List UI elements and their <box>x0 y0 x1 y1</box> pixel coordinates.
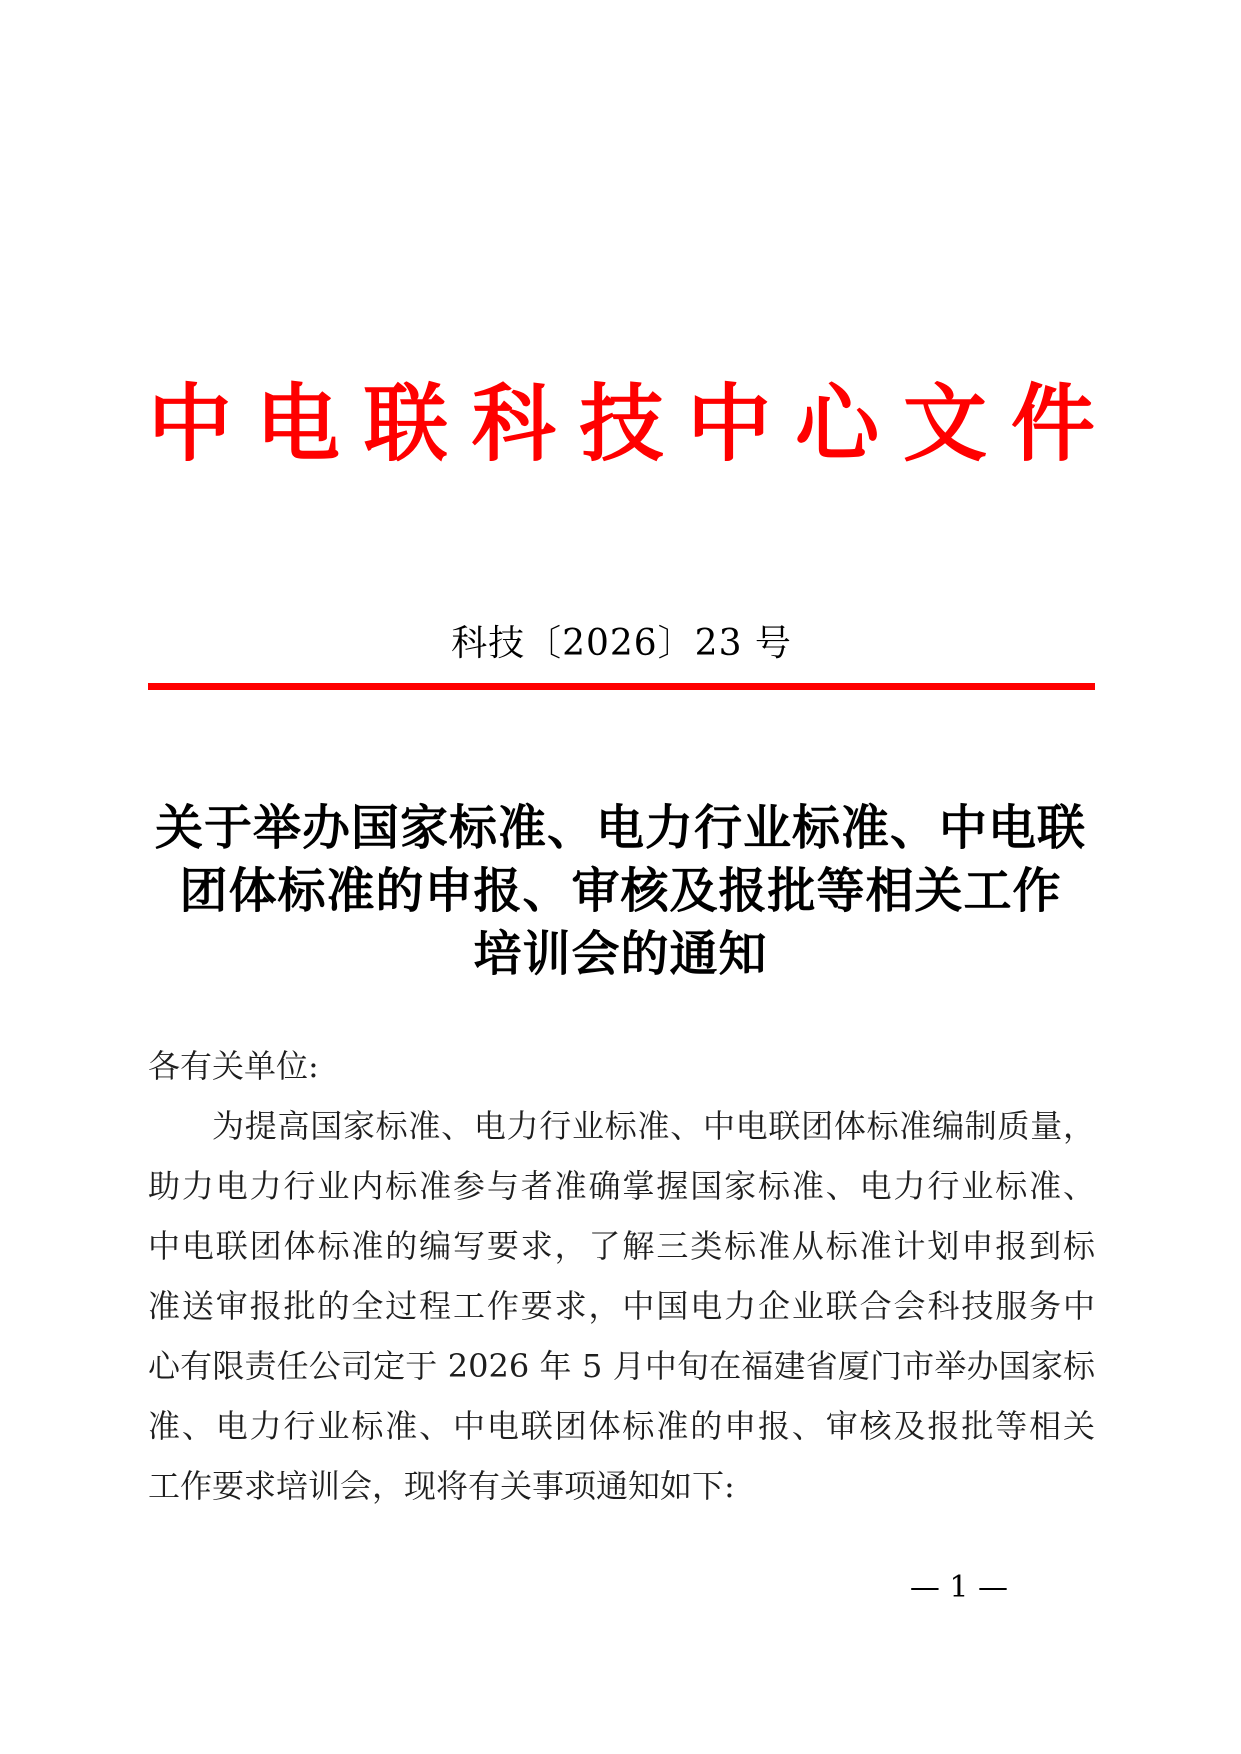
body-text-line: 助力电力行业内标准参与者准确掌握国家标准、电力行业标准、 <box>148 1167 1095 1205</box>
salutation-line: 各有关单位: <box>148 1047 319 1085</box>
notice-title-line: 培训会的通知 <box>473 926 768 982</box>
letterhead-char: 文 <box>903 374 988 473</box>
page-number: — 1 — <box>909 1570 1008 1605</box>
body-text-line: 心有限责任公司定于 2026 年 5 月中旬在福建省厦门市举办国家标 <box>148 1347 1095 1385</box>
letterhead-org-title <box>148 374 1095 473</box>
letterhead-char: 心 <box>795 374 880 473</box>
letterhead-char: 科 <box>471 374 556 473</box>
letterhead-char: 中 <box>687 374 772 473</box>
body-text-line: 准、电力行业标准、中电联团体标准的申报、审核及报批等相关 <box>148 1407 1095 1445</box>
body-text-line: 准送审报批的全过程工作要求，中国电力企业联合会科技服务中 <box>148 1287 1095 1325</box>
notice-title-line: 团体标准的申报、审核及报批等相关工作 <box>179 863 1062 919</box>
letterhead-char: 电 <box>255 374 340 473</box>
body-text-line: 工作要求培训会，现将有关事项通知如下: <box>148 1467 735 1505</box>
body-text-line: 中电联团体标准的编写要求，了解三类标准从标准计划申报到标 <box>148 1227 1095 1265</box>
letterhead-divider-rule <box>148 683 1095 690</box>
notice-title-line: 关于举办国家标准、电力行业标准、中电联 <box>154 800 1086 856</box>
letterhead-char: 技 <box>579 374 664 473</box>
letterhead-char: 件 <box>1010 374 1095 473</box>
body-text-line: 为提高国家标准、电力行业标准、中电联团体标准编制质量， <box>212 1107 1095 1145</box>
letterhead-char: 联 <box>363 374 448 473</box>
notice-body <box>148 1036 1095 1516</box>
notice-title <box>100 797 1141 986</box>
letterhead-char: 中 <box>148 374 233 473</box>
document-reference-number: 科技〔2026〕23 号 <box>451 623 792 664</box>
